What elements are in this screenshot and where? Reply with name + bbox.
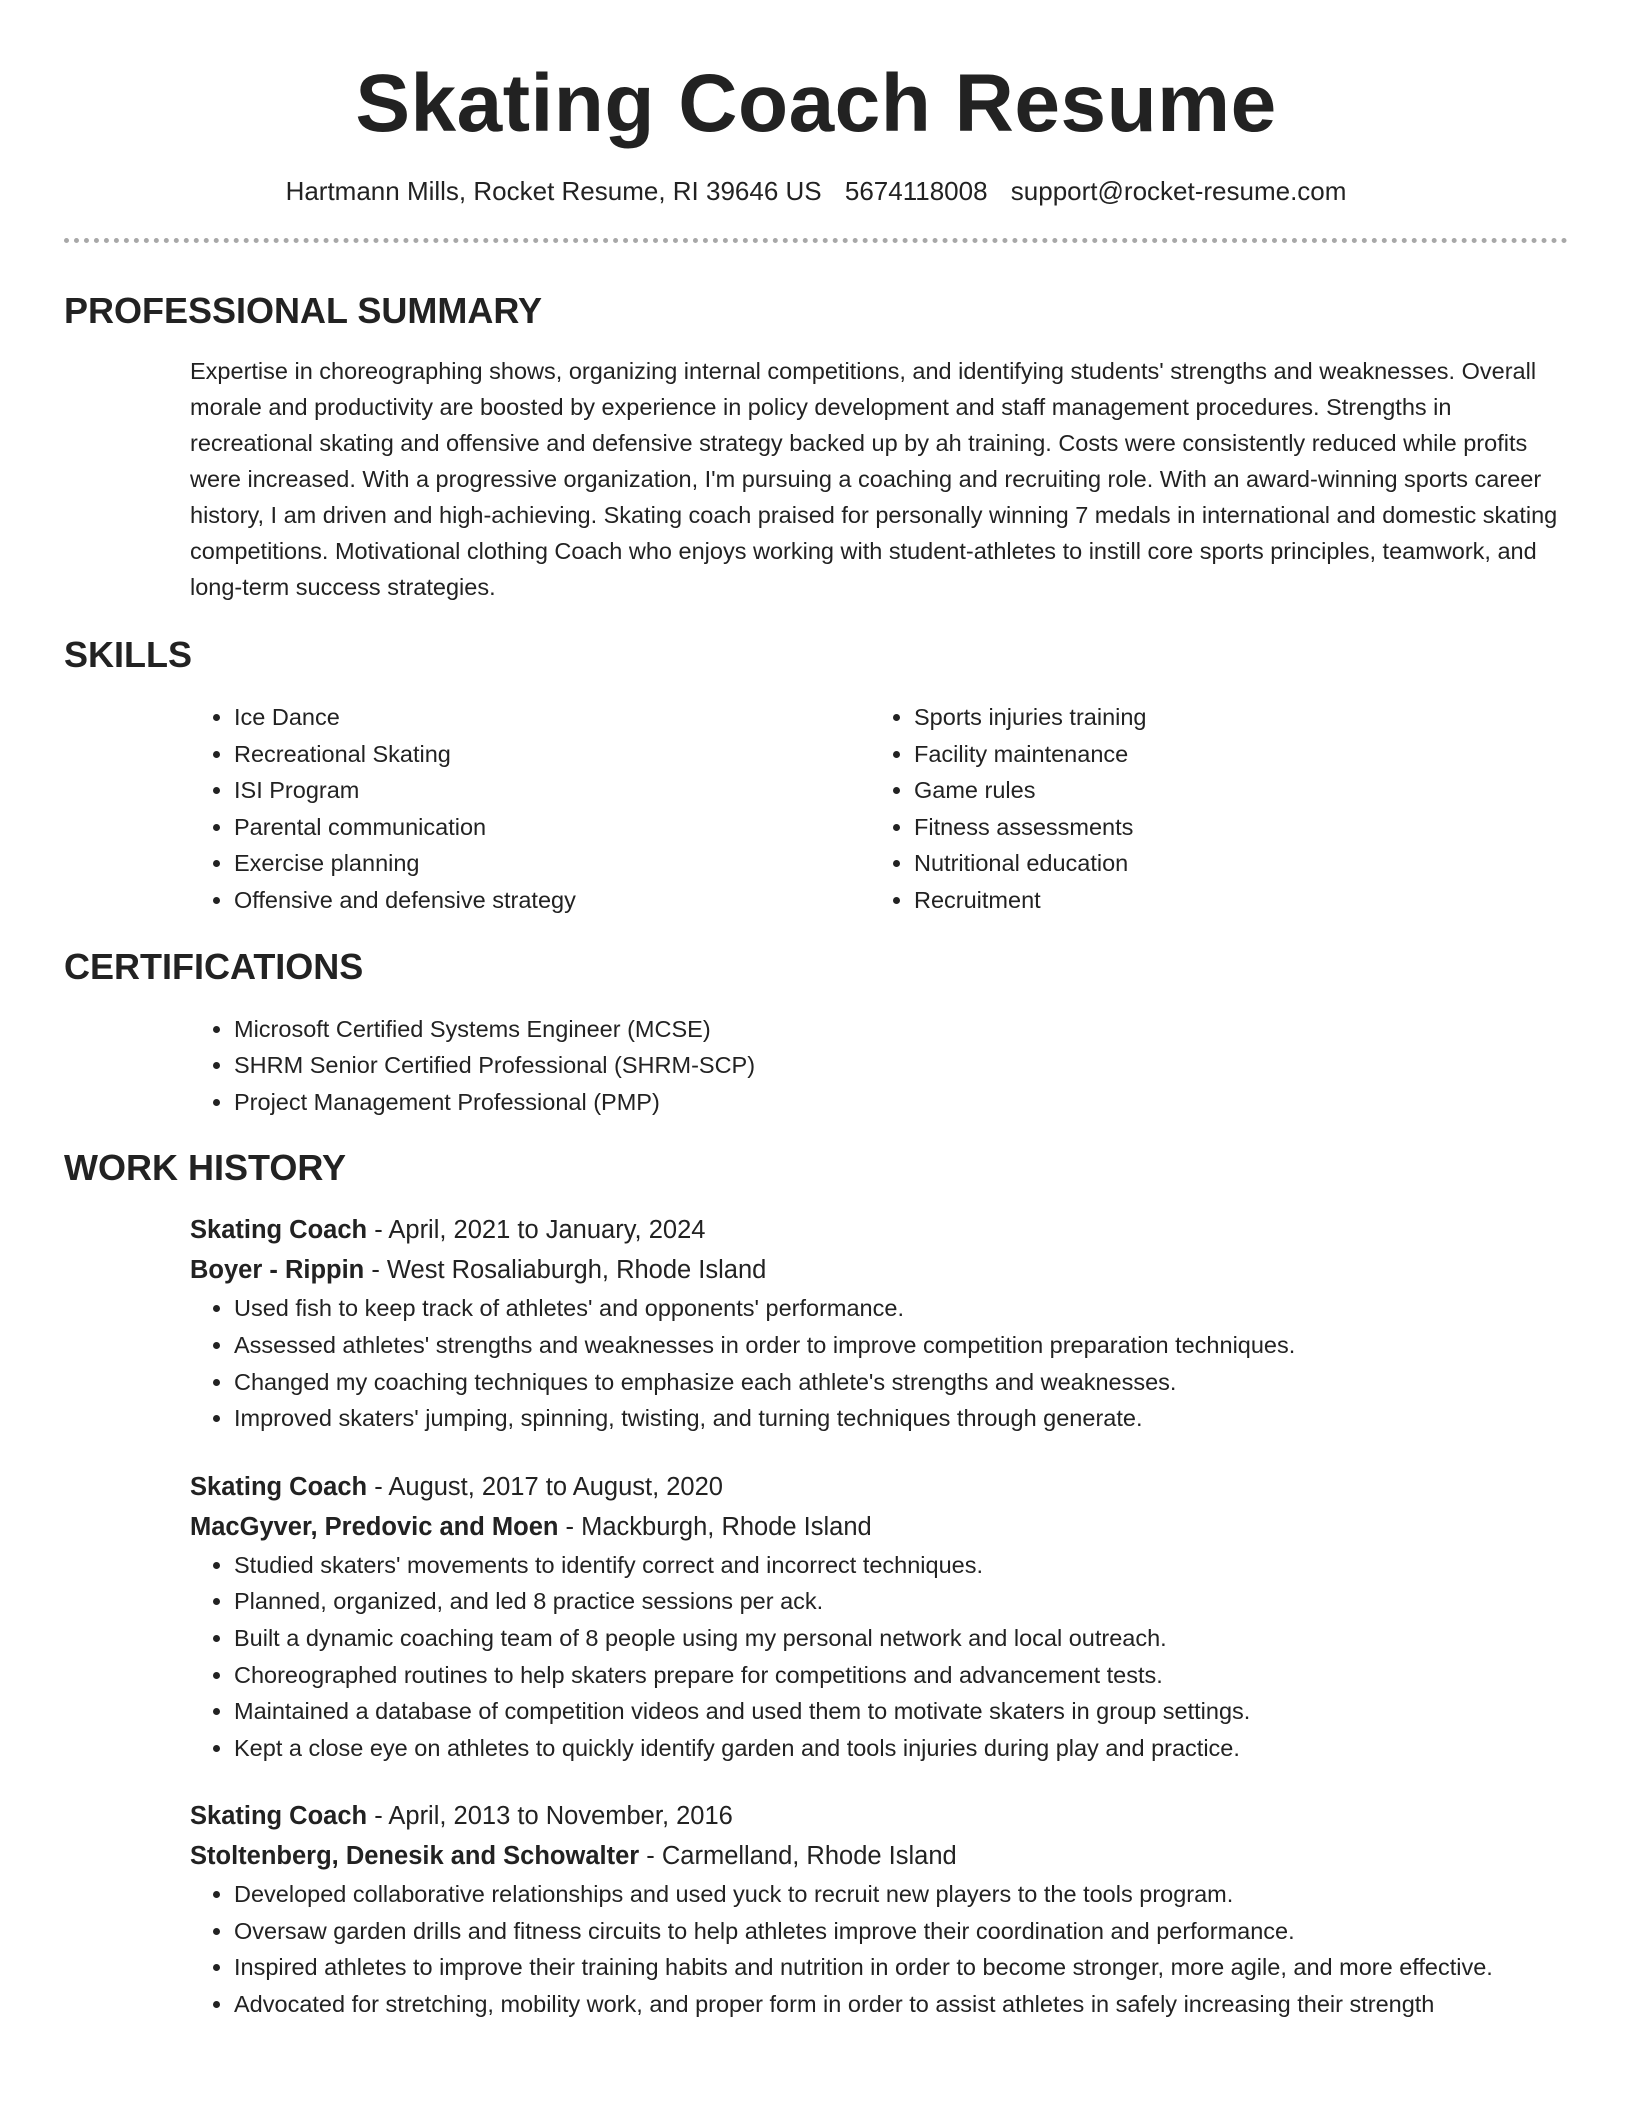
job-bullets <box>190 1876 1568 2022</box>
skill-item: • Sports injuries training <box>914 699 1550 736</box>
job-bullet: • Improved skaters' jumping, spinning, twisting, and turning techniques through generate. <box>234 1400 1568 1437</box>
job-dates: - April, 2021 to January, 2024 <box>367 1216 706 1245</box>
summary-text: Expertise in choreographing shows, organizing internal competitions, and identifying students' strengths and weaknesses. Overall morale and productivity are boosted by experience in policy development and staff management procedures. Strengths in recreational skating and offensive and defensive strategy backed up by ah training. Costs were consistently reduced while profits were increased. With a progressive organization, I'm pursuing a coaching and recruiting role. With an award-winning sports career history, I am driven and high-achieving. Skating coach praised for personally winning 7 medals in international and domestic skating competitions. Motivational clothing Coach who enjoys working with student-athletes to instill core sports principles, teamwork, and long-term success strategies. <box>190 358 1558 600</box>
job-location: - Mackburgh, Rhode Island <box>558 1512 872 1541</box>
skill-item: • Facility maintenance <box>914 736 1550 773</box>
skill-item: • Recreational Skating <box>234 736 870 773</box>
job-company: Boyer - Rippin <box>190 1256 365 1285</box>
job-bullet: • Planned, organized, and led 8 practice sessions per ack. <box>234 1583 1568 1620</box>
job-role-line <box>190 1796 1568 1836</box>
skill-item: • Ice Dance <box>234 699 870 736</box>
skill-item: • ISI Program <box>234 772 870 809</box>
skill-item: • Nutritional education <box>914 845 1550 882</box>
job-entry <box>190 1467 1568 1767</box>
certification-item: • SHRM Senior Certified Professional (SHRM-SCP) <box>234 1047 1568 1084</box>
job-bullet: • Maintained a database of competition videos and used them to motivate skaters in group settings. <box>234 1693 1568 1730</box>
skill-item: • Recruitment <box>914 882 1550 919</box>
job-company: MacGyver, Predovic and Moen <box>190 1512 559 1541</box>
certifications-section <box>190 1011 1568 1121</box>
job-entry <box>190 1796 1568 2022</box>
resume-page <box>64 0 1568 2023</box>
skills-section <box>190 699 1568 919</box>
job-bullet: • Studied skaters' movements to identify correct and incorrect techniques. <box>234 1547 1568 1584</box>
skill-item: • Game rules <box>914 772 1550 809</box>
job-bullet: • Used fish to keep track of athletes' and opponents' performance. <box>234 1290 1568 1327</box>
job-dates: - August, 2017 to August, 2020 <box>367 1472 723 1501</box>
job-company-line <box>190 1507 1568 1547</box>
resume-title: Skating Coach Resume <box>355 58 1277 149</box>
job-bullet: • Inspired athletes to improve their training habits and nutrition in order to become stronger, more agile, and more effective. <box>234 1949 1568 1986</box>
job-role: Skating Coach <box>190 1472 368 1501</box>
skills-heading: SKILLS <box>64 634 193 675</box>
job-role: Skating Coach <box>190 1802 368 1831</box>
job-dates: - April, 2013 to November, 2016 <box>367 1802 733 1831</box>
certifications-heading: CERTIFICATIONS <box>64 945 364 987</box>
job-location: - Carmelland, Rhode Island <box>639 1842 957 1871</box>
summary-heading: PROFESSIONAL SUMMARY <box>64 290 543 331</box>
summary-section <box>190 353 1568 605</box>
job-location: - West Rosaliaburgh, Rhode Island <box>364 1256 767 1285</box>
job-bullet: • Advocated for stretching, mobility work, and proper form in order to assist athletes in safely increasing their strength <box>234 1986 1568 2023</box>
header-divider <box>64 238 1568 243</box>
job-bullets <box>190 1290 1568 1436</box>
job-bullets <box>190 1547 1568 1767</box>
job-bullet: • Choreographed routines to help skaters prepare for competitions and advancement tests. <box>234 1657 1568 1694</box>
job-bullet: • Oversaw garden drills and fitness circuits to help athletes improve their coordination and performance. <box>234 1913 1568 1950</box>
skills-column-left <box>190 699 870 919</box>
skill-item: • Fitness assessments <box>914 809 1550 846</box>
job-bullet: • Built a dynamic coaching team of 8 people using my personal network and local outreach. <box>234 1620 1568 1657</box>
skill-item: • Offensive and defensive strategy <box>234 882 870 919</box>
contact-line <box>64 174 1568 208</box>
skill-item: • Exercise planning <box>234 845 870 882</box>
job-entry <box>190 1210 1568 1436</box>
job-bullet: • Assessed athletes' strengths and weaknesses in order to improve competition preparation techniques. <box>234 1327 1568 1364</box>
certification-item: • Microsoft Certified Systems Engineer (MCSE) <box>234 1011 1568 1048</box>
job-company-line <box>190 1836 1568 1876</box>
job-company-line <box>190 1250 1568 1290</box>
job-company: Stoltenberg, Denesik and Schowalter <box>190 1842 640 1871</box>
certification-item: • Project Management Professional (PMP) <box>234 1084 1568 1121</box>
job-bullet: • Changed my coaching techniques to emphasize each athlete's strengths and weaknesses. <box>234 1364 1568 1401</box>
contact-email: support@rocket-resume.com <box>1010 176 1347 206</box>
work-history-section <box>190 1210 1568 2022</box>
job-role-line <box>190 1467 1568 1507</box>
contact-address: Hartmann Mills, Rocket Resume, RI 39646 US <box>285 176 822 206</box>
job-bullet: • Kept a close eye on athletes to quickly identify garden and tools injuries during play and practice. <box>234 1730 1568 1767</box>
skills-column-right <box>870 699 1550 919</box>
contact-phone: 5674118008 <box>844 176 988 206</box>
skill-item: • Parental communication <box>234 809 870 846</box>
work-history-heading: WORK HISTORY <box>64 1147 347 1189</box>
job-role-line <box>190 1210 1568 1250</box>
job-bullet: • Developed collaborative relationships and used yuck to recruit new players to the tools program. <box>234 1876 1568 1913</box>
job-role: Skating Coach <box>190 1216 368 1245</box>
